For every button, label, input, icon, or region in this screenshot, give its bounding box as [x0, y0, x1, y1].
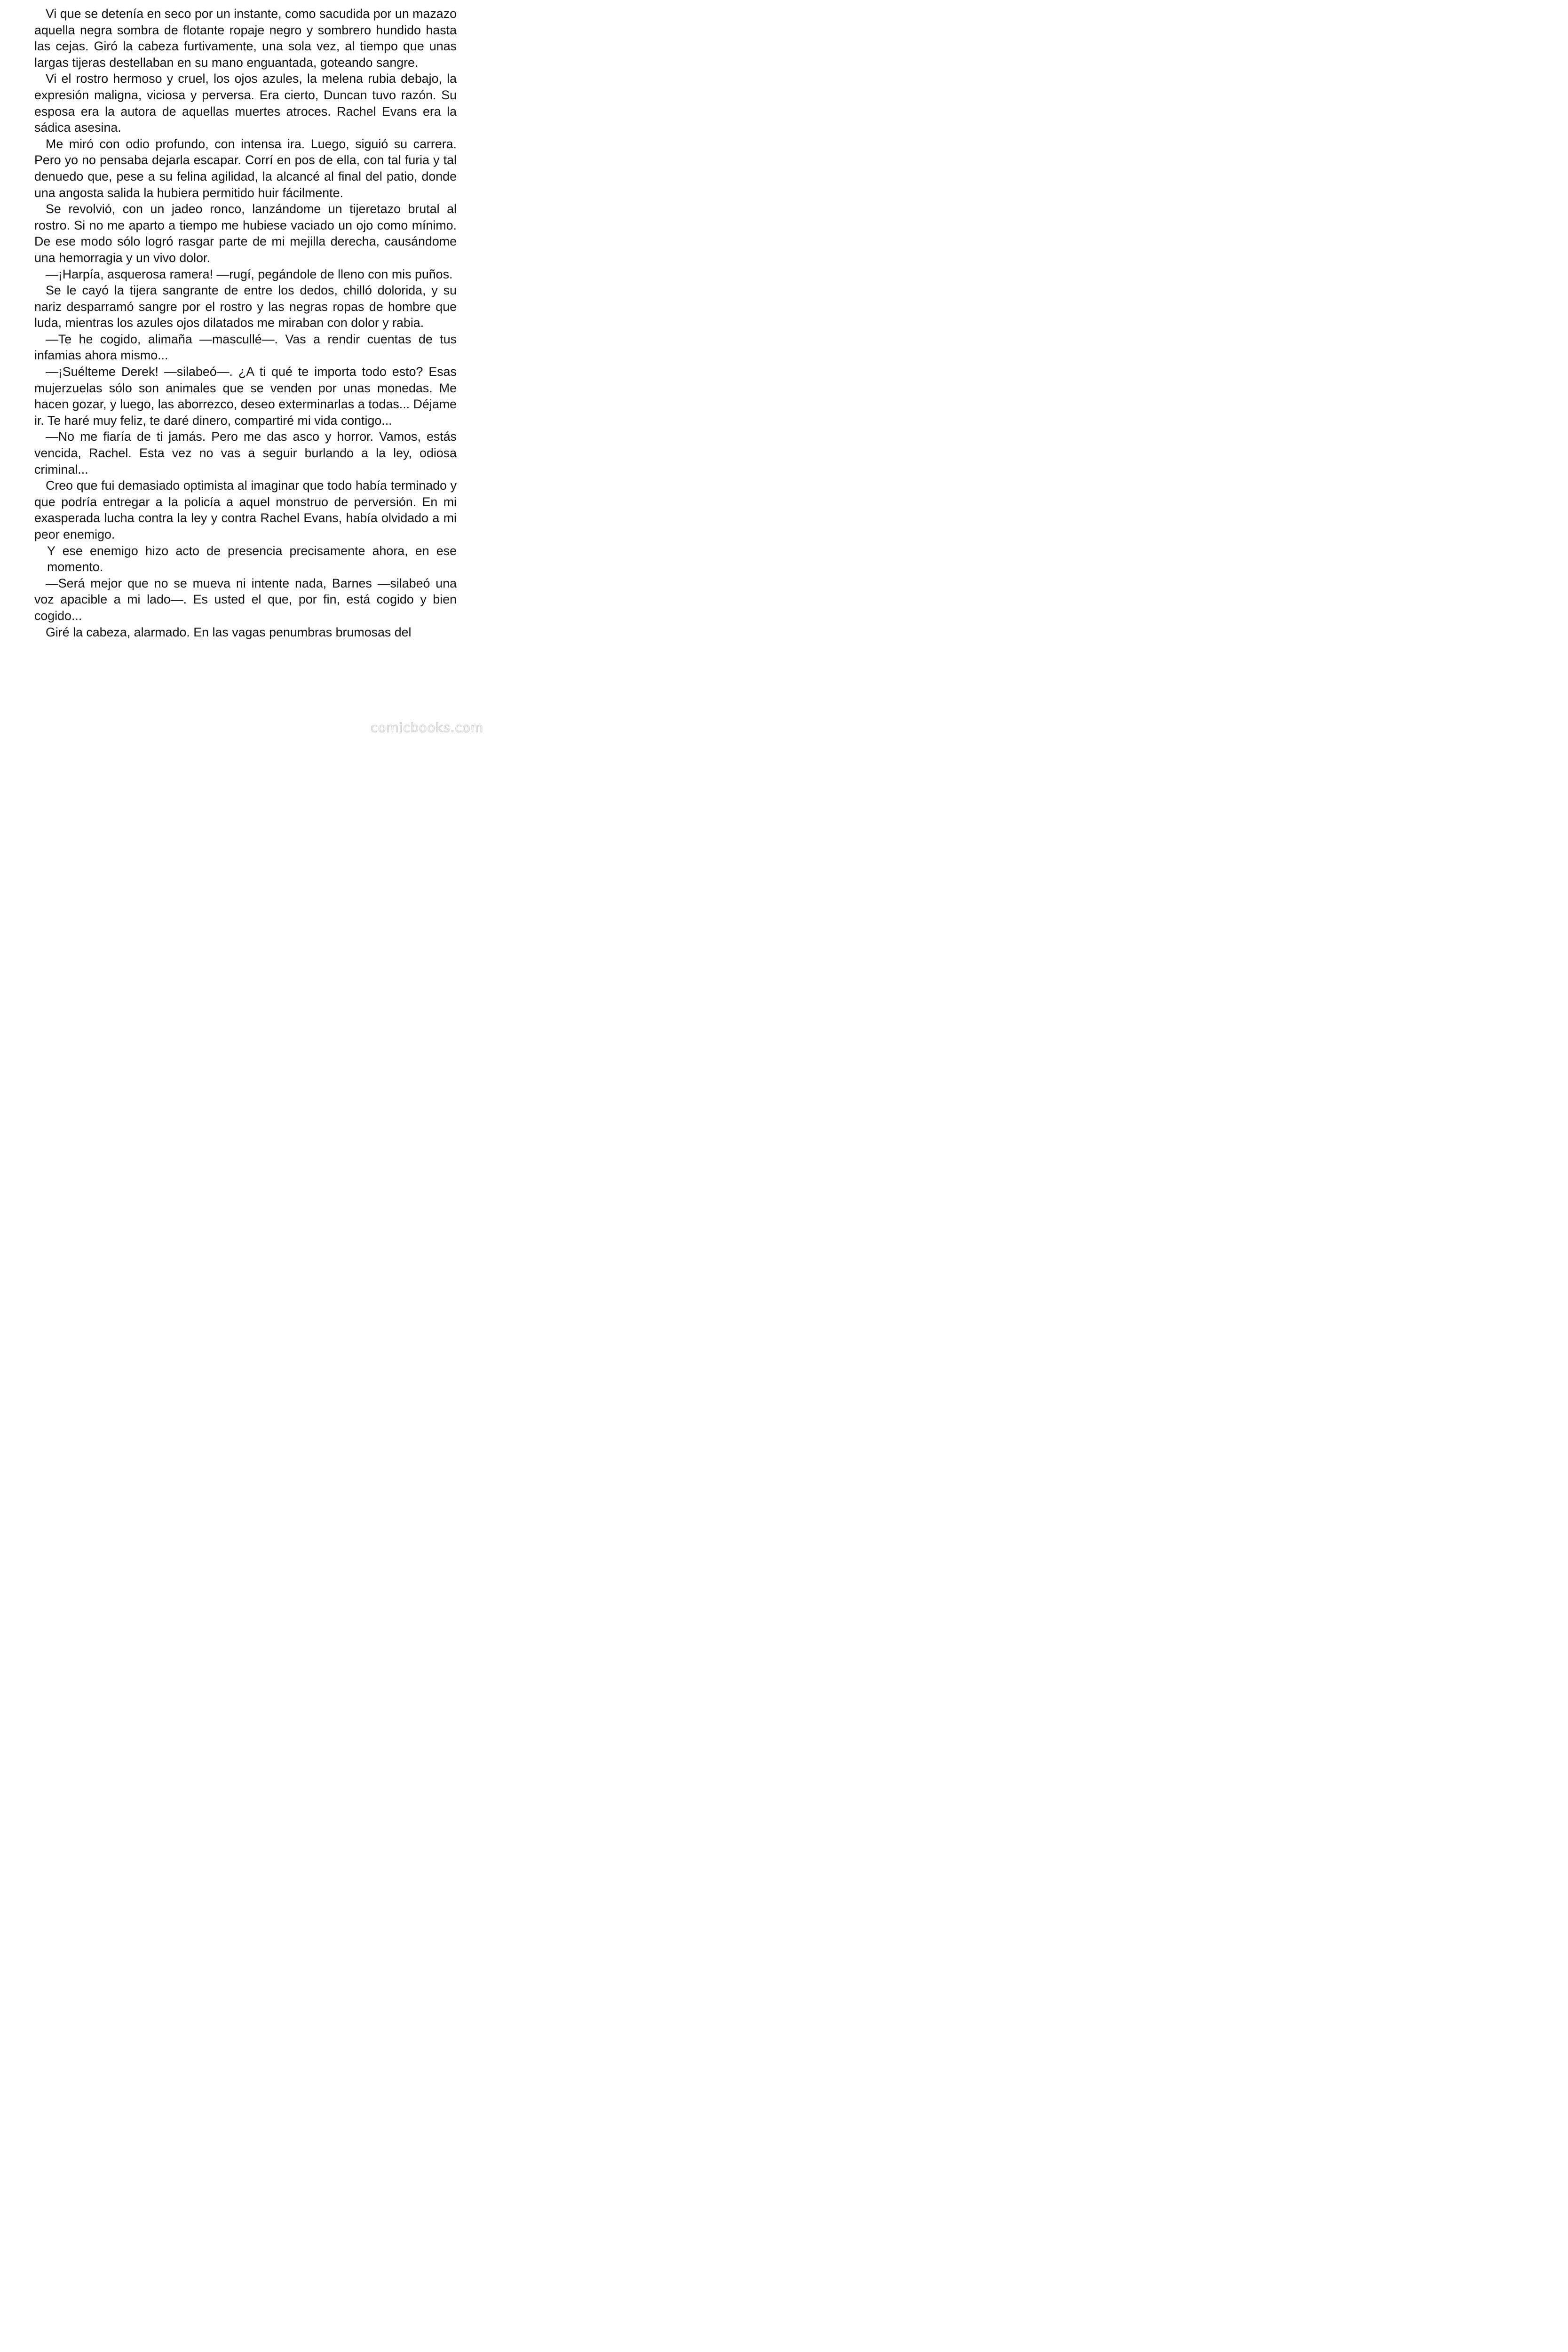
paragraph: Vi que se detenía en seco por un instante, como sacudida por un mazazo aquella negra sombra de flotante ropaje negro y sombrero hundido hasta las cejas. Giró la cabeza furtivamente, una sola vez, al tiempo que unas largas tijeras destellaban en su mano enguantada, goteando sangre.	[34, 7, 457, 70]
watermark-logo: comicbooks.com	[370, 721, 483, 735]
paragraph: —¡Harpía, asquerosa ramera! —rugí, pegándole de lleno con mis puños.	[46, 267, 453, 281]
paragraph: Se le cayó la tijera sangrante de entre los dedos, chilló dolorida, y su nariz desparramó sangre por el rostro y las negras ropas de hombre que luda, mientras los azules ojos dilatados me miraban con dolor y rabia.	[34, 283, 457, 330]
paragraph: Giré la cabeza, alarmado. En las vagas penumbras brumosas del	[46, 625, 412, 639]
paragraph: Se revolvió, con un jadeo ronco, lanzándome un tijeretazo brutal al rostro. Si no me aparto a tiempo me hubiese vaciado un ojo como mínimo. De ese modo sólo logró rasgar parte de mi mejilla derecha, causándome una hemorragia y un vivo dolor.	[34, 202, 457, 265]
page-body	[34, 6, 457, 640]
paragraph: —Será mejor que no se mueva ni intente nada, Barnes —silabeó una voz apacible a mi lado—. Es usted el que, por fin, está cogido y bien cogido...	[34, 576, 457, 623]
paragraph: —Te he cogido, alimaña —mascullé—. Vas a rendir cuentas de tus infamias ahora mismo...	[34, 332, 457, 363]
paragraph: —¡Suélteme Derek! —silabeó—. ¿A ti qué te importa todo esto? Esas mujerzuelas sólo son animales que se venden por unas monedas. Me hacen gozar, y luego, las aborrezco, deseo exterminarlas a todas... Déjame ir. Te haré muy feliz, te daré dinero, compartiré mi vida contigo...	[34, 365, 457, 428]
paragraph: —No me fiaría de ti jamás. Pero me das asco y horror. Vamos, estás vencida, Rachel. Esta vez no vas a seguir burlando a la ley, odiosa criminal...	[34, 429, 457, 477]
paragraph: Creo que fui demasiado optimista al imaginar que todo había terminado y que podría entregar a la policía a aquel monstruo de perversión. En mi exasperada lucha contra la ley y contra Rachel Evans, había olvidado a mi peor enemigo.	[34, 478, 457, 541]
paragraph: Y ese enemigo hizo acto de presencia precisamente ahora, en ese momento.	[47, 543, 457, 574]
paragraph: Me miró con odio profundo, con intensa ira. Luego, siguió su carrera. Pero yo no pensaba dejarla escapar. Corrí en pos de ella, con tal furia y tal denuedo que, pese a su felina agilidad, la alcancé al final del patio, donde una angosta salida la hubiera permitido huir fácilmente.	[34, 136, 457, 200]
paragraph: Vi el rostro hermoso y cruel, los ojos azules, la melena rubia debajo, la expresión maligna, viciosa y perversa. Era cierto, Duncan tuvo razón. Su esposa era la autora de aquellas muertes atroces. Rachel Evans era la sádica asesina.	[34, 72, 457, 135]
